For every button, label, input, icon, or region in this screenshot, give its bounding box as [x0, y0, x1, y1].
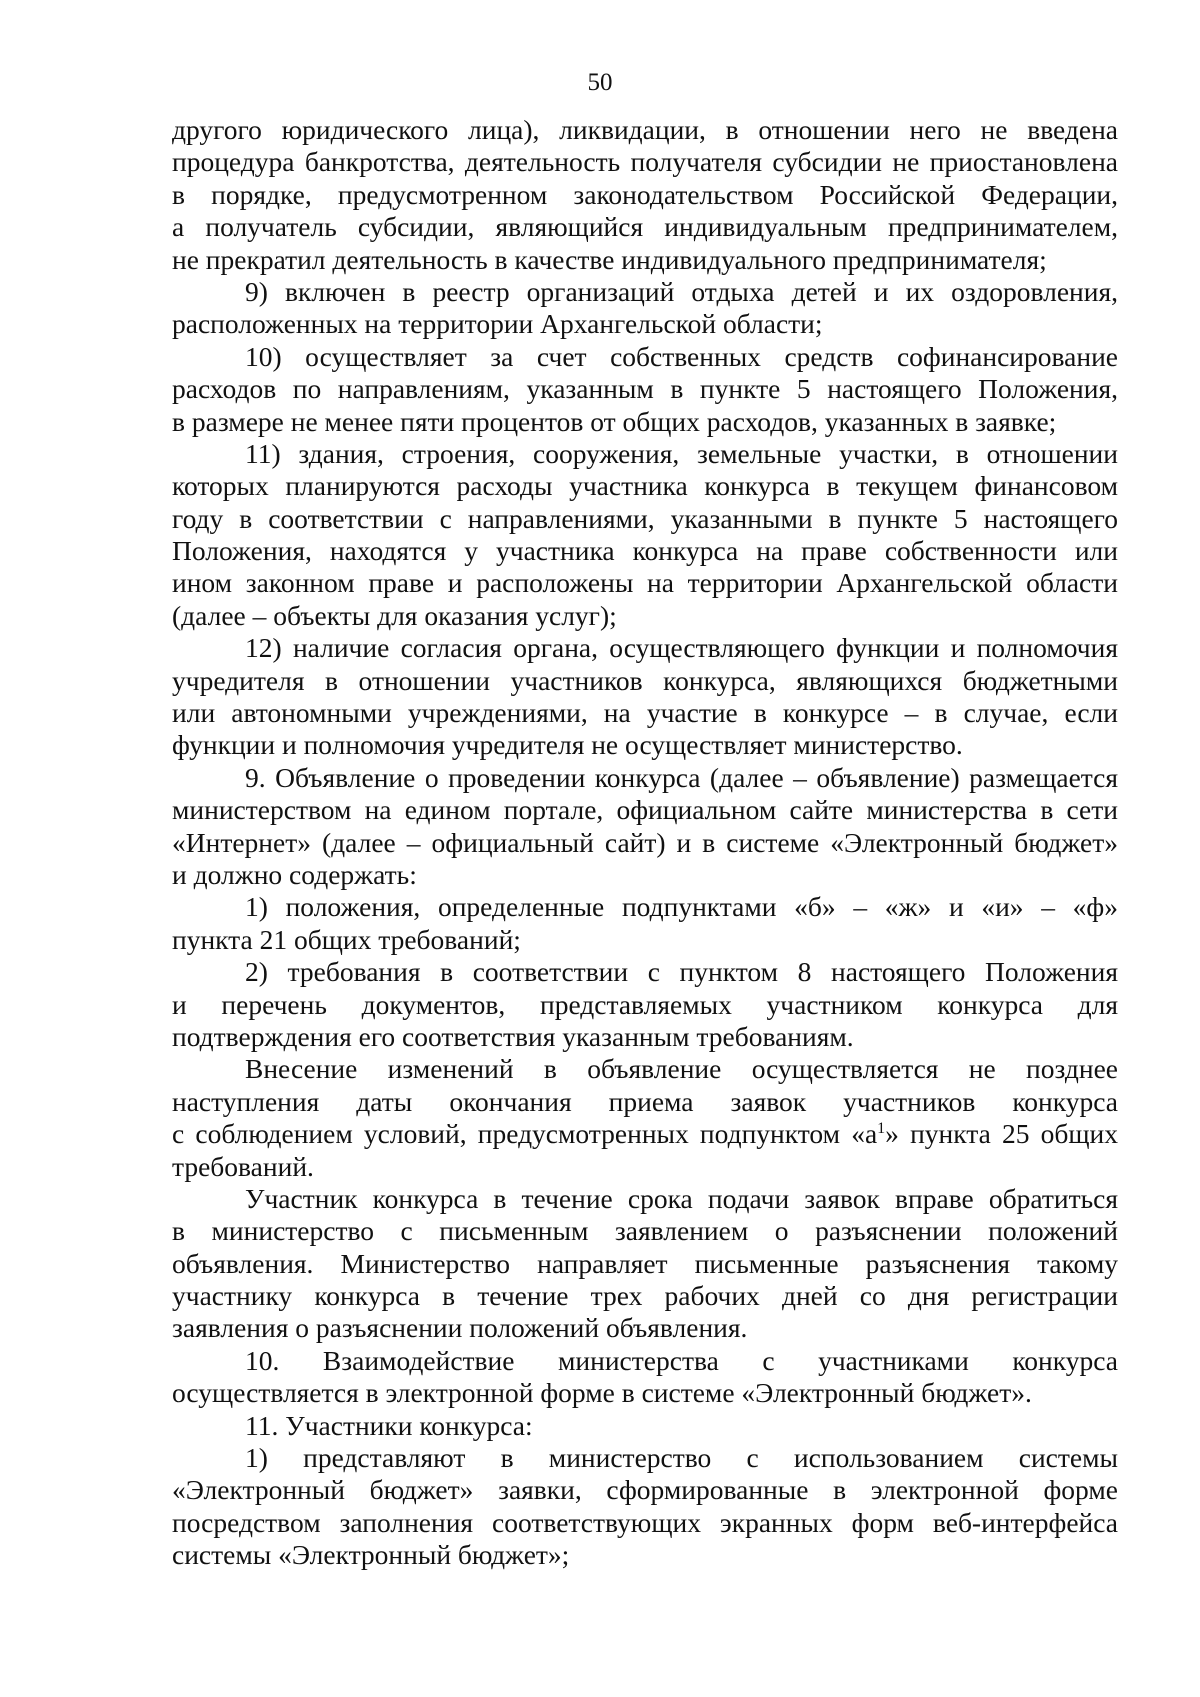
- text-line-content: 9. Объявление о проведении конкурса (далее – объявление) размещается: [245, 761, 1118, 793]
- text-line-content: которых планируются расходы участника конкурса в текущем финансовом: [172, 470, 1118, 502]
- text-line: [172, 1474, 1118, 1506]
- text-line-content: системы «Электронный бюджет»;: [172, 1539, 570, 1571]
- text-line-content: а получатель субсидии, являющийся индивидуальным предпринимателем,: [172, 211, 1118, 243]
- text-line-content: ином законном праве и расположены на территории Архангельской области: [172, 567, 1118, 599]
- text-line: [172, 470, 1118, 502]
- text-line: [172, 244, 1118, 276]
- document-body: [172, 114, 1118, 1572]
- text-line: [172, 989, 1118, 1021]
- text-line: [172, 956, 1118, 988]
- text-line: [172, 1215, 1118, 1247]
- text-line: [172, 1312, 1118, 1344]
- text-line-content: с соблюдением условий, предусмотренных подпунктом «а: [172, 1118, 878, 1150]
- text-line: [172, 1377, 1118, 1409]
- text-line-content: 9) включен в реестр организаций отдыха детей и их оздоровления,: [245, 275, 1118, 307]
- text-line-content: Внесение изменений в объявление осуществляется не позднее: [245, 1053, 1118, 1085]
- text-line: [172, 179, 1118, 211]
- text-line-content: в министерство с письменным заявлением о разъяснении положений: [172, 1215, 1118, 1247]
- text-line-content: Положения, находятся у участника конкурса на праве собственности или: [172, 535, 1118, 567]
- text-line: [172, 1410, 1118, 1442]
- text-line: [172, 1280, 1118, 1312]
- text-line: [172, 211, 1118, 243]
- text-line-content: осуществляется в электронной форме в системе «Электронный бюджет».: [172, 1377, 1032, 1409]
- text-line: [172, 1118, 1118, 1150]
- text-line: [172, 600, 1118, 632]
- text-line-content: посредством заполнения соответствующих экранных форм веб-интерфейса: [172, 1506, 1118, 1538]
- text-line-continuation: » пункта 25 общих: [885, 1118, 1119, 1150]
- text-line: [172, 373, 1118, 405]
- text-line-content: функции и полномочия учредителя не осуществляет министерство.: [172, 729, 963, 761]
- text-line: [172, 1345, 1118, 1377]
- text-line: [172, 438, 1118, 470]
- text-line-content: подтверждения его соответствия указанным требованиям.: [172, 1020, 854, 1052]
- text-line: [172, 1086, 1118, 1118]
- text-line-content: 1) положения, определенные подпунктами «б» – «ж» и «и» – «ф»: [245, 891, 1118, 923]
- text-line-content: в размере не менее пяти процентов от общих расходов, указанных в заявке;: [172, 405, 1057, 437]
- text-line-content: объявления. Министерство направляет письменные разъяснения такому: [172, 1247, 1118, 1279]
- text-line: [172, 665, 1118, 697]
- text-line: [172, 1053, 1118, 1085]
- text-line-content: не прекратил деятельность в качестве индивидуального предпринимателя;: [172, 243, 1047, 275]
- text-line-content: пункта 21 общих требований;: [172, 923, 521, 955]
- text-line: [172, 827, 1118, 859]
- text-line-content: году в соответствии с направлениями, указанными в пункте 5 настоящего: [172, 502, 1118, 534]
- text-line-content: участнику конкурса в течение трех рабочих дней со дня регистрации: [172, 1280, 1118, 1312]
- text-line-content: министерством на едином портале, официальном сайте министерства в сети: [172, 794, 1118, 826]
- text-line: [172, 859, 1118, 891]
- text-line: [172, 503, 1118, 535]
- text-line-content: или автономными учреждениями, на участие в конкурсе – в случае, если: [172, 697, 1118, 729]
- text-line: [172, 567, 1118, 599]
- page-number: 50: [587, 69, 613, 96]
- text-line: [172, 276, 1118, 308]
- text-line-content: заявления о разъяснении положений объявления.: [172, 1312, 748, 1344]
- text-line-content: требований.: [172, 1150, 314, 1182]
- text-line-content: процедура банкротства, деятельность получателя субсидии не приостановлена: [172, 146, 1118, 178]
- text-line-content: и перечень документов, представляемых участником конкурса для: [172, 988, 1118, 1020]
- text-line: [172, 794, 1118, 826]
- text-line: [172, 1021, 1118, 1053]
- text-line-content: наступления даты окончания приема заявок участников конкурса: [172, 1085, 1118, 1117]
- text-line-content: учредителя в отношении участников конкурса, являющихся бюджетными: [172, 664, 1118, 696]
- text-line-content: 10. Взаимодействие министерства с участниками конкурса: [245, 1344, 1118, 1376]
- text-line: [172, 891, 1118, 923]
- text-line-content: «Интернет» (далее – официальный сайт) и в системе «Электронный бюджет»: [172, 826, 1118, 858]
- text-line-content: и должно содержать:: [172, 858, 417, 890]
- text-line-content: 10) осуществляет за счет собственных средств софинансирование: [245, 340, 1118, 372]
- text-line-content: «Электронный бюджет» заявки, сформированные в электронной форме: [172, 1474, 1118, 1506]
- text-line: [172, 341, 1118, 373]
- text-line: [172, 762, 1118, 794]
- text-line: [172, 308, 1118, 340]
- text-line: [172, 114, 1118, 146]
- text-line-content: 1) представляют в министерство с использованием системы: [245, 1442, 1118, 1474]
- text-line-content: 11. Участники конкурса:: [245, 1409, 533, 1441]
- text-line: [172, 1539, 1118, 1571]
- text-line: [172, 729, 1118, 761]
- text-line: [172, 632, 1118, 664]
- superscript: 1: [877, 1119, 886, 1137]
- text-line-content: Участник конкурса в течение срока подачи заявок вправе обратиться: [245, 1182, 1118, 1214]
- text-line: [172, 1442, 1118, 1474]
- text-line-content: в порядке, предусмотренном законодательством Российской Федерации,: [172, 178, 1118, 210]
- text-line-content: расходов по направлениям, указанным в пункте 5 настоящего Положения,: [172, 373, 1118, 405]
- text-line-content: расположенных на территории Архангельской области;: [172, 308, 823, 340]
- text-line: [172, 1183, 1118, 1215]
- text-line: [172, 535, 1118, 567]
- text-line: [172, 1507, 1118, 1539]
- text-line: [172, 146, 1118, 178]
- text-line-content: другого юридического лица), ликвидации, в отношении него не введена: [172, 114, 1118, 145]
- text-line: [172, 1248, 1118, 1280]
- text-line-content: 2) требования в соответствии с пунктом 8 настоящего Положения: [245, 956, 1118, 988]
- text-line: [172, 1151, 1118, 1183]
- text-line-content: 11) здания, строения, сооружения, земельные участки, в отношении: [245, 437, 1118, 469]
- text-line-content: (далее – объекты для оказания услуг);: [172, 599, 617, 631]
- text-line: [172, 406, 1118, 438]
- text-line: [172, 924, 1118, 956]
- text-line: [172, 697, 1118, 729]
- text-line-content: 12) наличие согласия органа, осуществляющего функции и полномочия: [245, 632, 1118, 664]
